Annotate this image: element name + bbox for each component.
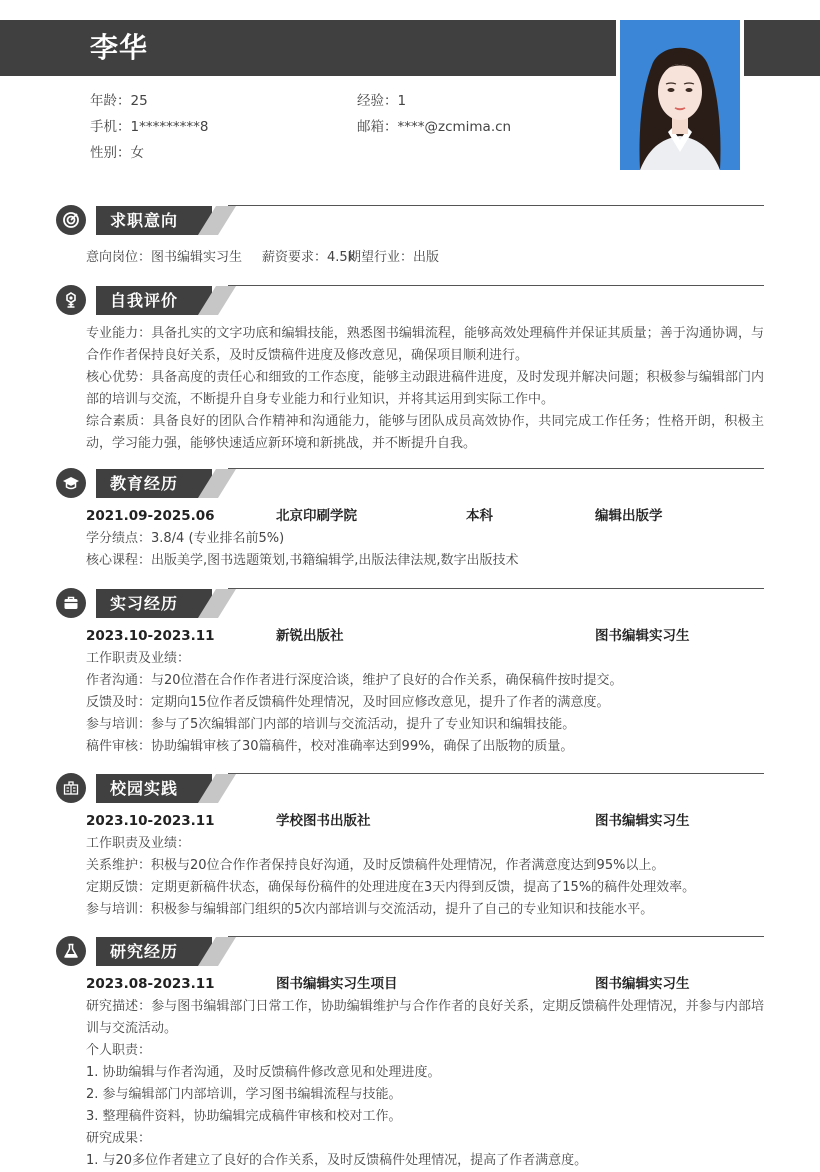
award-icon bbox=[56, 285, 86, 315]
edu-major: 编辑出版学 bbox=[595, 508, 663, 524]
section-title: 求职意向 bbox=[110, 211, 179, 230]
candidate-name: 李华 bbox=[90, 31, 149, 64]
edu-gpa: 学分绩点：3.8/4 (专业排名前5%) bbox=[86, 531, 285, 546]
phone-field bbox=[90, 114, 208, 140]
divider bbox=[228, 936, 764, 937]
section-self-evaluation bbox=[56, 285, 764, 455]
section-research bbox=[56, 936, 764, 1172]
campus-role: 图书编辑实习生 bbox=[595, 813, 690, 829]
divider bbox=[228, 468, 764, 469]
education-row bbox=[86, 504, 764, 528]
divider bbox=[228, 205, 764, 206]
intern-line: 稿件审核：协助编辑审核了30篇稿件，校对准确率达到99%，确保了出版物的质量。 bbox=[86, 739, 574, 754]
campus-line: 参与培训：积极参与编辑部门组织的5次内部培训与交流活动，提升了自己的专业知识和技能水平。 bbox=[86, 902, 654, 917]
research-line: 1. 与20多位作者建立了良好的合作关系，及时反馈稿件处理情况，提高了作者满意度。 bbox=[86, 1153, 588, 1168]
self-eval-qualities: 综合素质：具备良好的团队合作精神和沟通能力，能够与团队成员高效协作，共同完成工作任务；性格开朗，积极主动，学习能力强，能够快速适应新环境和新挑战，并不断提升自我。 bbox=[86, 414, 764, 451]
edu-school: 北京印刷学院 bbox=[276, 508, 357, 524]
research-line: 1. 协助编辑与作者沟通，及时反馈稿件修改意见和处理进度。 bbox=[86, 1065, 441, 1080]
section-title: 研究经历 bbox=[110, 942, 179, 961]
age-field bbox=[90, 88, 148, 114]
intent-industry: 期望行业：出版 bbox=[348, 250, 440, 265]
campus-row bbox=[86, 809, 764, 833]
self-eval-strengths: 核心优势：具备高度的责任心和细致的工作态度，能够主动跟进稿件进度，及时发现并解决问题；积极参与编辑部门内部的培训与交流，不断提升自身专业能力和行业知识，并将其运用到实际工作中。 bbox=[86, 370, 764, 407]
graduation-cap-icon bbox=[56, 468, 86, 498]
email-label: 邮箱： bbox=[357, 119, 398, 135]
intern-line: 反馈及时：定期向15位作者反馈稿件处理情况，及时回应修改意见，提升了作者的满意度。 bbox=[86, 695, 610, 710]
divider bbox=[228, 588, 764, 589]
target-icon bbox=[56, 205, 86, 235]
experience-field bbox=[357, 88, 406, 114]
divider bbox=[228, 285, 764, 286]
campus-line: 关系维护：积极与20位合作作者保持良好沟通，及时反馈稿件处理情况，作者满意度达到95%以上。 bbox=[86, 858, 665, 873]
campus-line: 定期反馈：定期更新稿件状态，确保每份稿件的处理进度在3天内得到反馈，提高了15%的稿件处理效率。 bbox=[86, 880, 696, 895]
section-body bbox=[56, 504, 764, 572]
email-field bbox=[357, 114, 511, 140]
section-header bbox=[56, 773, 764, 805]
experience-value: 1 bbox=[397, 93, 407, 109]
profile-photo bbox=[620, 20, 740, 170]
email-value: ****@zcmima.cn bbox=[397, 119, 512, 135]
phone-value: 1*********8 bbox=[130, 119, 209, 135]
section-title: 实习经历 bbox=[110, 594, 179, 613]
research-role: 图书编辑实习生 bbox=[595, 976, 690, 992]
section-title: 校园实践 bbox=[110, 779, 179, 798]
research-description: 研究描述：参与图书编辑部门日常工作，协助编辑维护与合作作者的良好关系，定期反馈稿件处理情况，并参与内部培训与交流活动。 bbox=[86, 999, 764, 1036]
header-bar-right bbox=[744, 20, 820, 76]
intent-salary: 薪资要求：4.5k bbox=[262, 250, 356, 265]
section-body bbox=[56, 972, 764, 1172]
gender-label: 性别： bbox=[90, 145, 131, 161]
edu-degree: 本科 bbox=[466, 508, 493, 524]
section-header bbox=[56, 468, 764, 500]
age-value: 25 bbox=[130, 93, 148, 109]
intern-line: 参与培训：参与了5次编辑部门内部的培训与交流活动，提升了专业知识和编辑技能。 bbox=[86, 717, 576, 732]
section-body bbox=[56, 809, 764, 921]
intern-role: 图书编辑实习生 bbox=[595, 628, 690, 644]
flask-icon bbox=[56, 936, 86, 966]
section-job-intent bbox=[56, 205, 764, 269]
section-campus-practice bbox=[56, 773, 764, 921]
intern-period: 2023.10-2023.11 bbox=[86, 628, 215, 644]
portrait-image bbox=[620, 20, 740, 170]
intern-line: 工作职责及业绩： bbox=[86, 651, 191, 666]
research-line: 3. 整理稿件资料，协助编辑完成稿件审核和校对工作。 bbox=[86, 1109, 402, 1124]
section-title: 自我评价 bbox=[110, 291, 179, 310]
section-body bbox=[56, 247, 764, 269]
edu-courses: 核心课程：出版美学,图书选题策划,书籍编辑学,出版法律法规,数字出版技术 bbox=[86, 553, 519, 568]
section-internship bbox=[56, 588, 764, 758]
campus-org: 学校图书出版社 bbox=[276, 813, 371, 829]
intern-company: 新锐出版社 bbox=[276, 628, 344, 644]
research-line: 2. 参与编辑部门内部培训，学习图书编辑流程与技能。 bbox=[86, 1087, 402, 1102]
age-label: 年龄： bbox=[90, 93, 131, 109]
intern-line: 作者沟通：与20位潜在合作作者进行深度洽谈，维护了良好的合作关系，确保稿件按时提交。 bbox=[86, 673, 623, 688]
internship-row bbox=[86, 624, 764, 648]
campus-line: 工作职责及业绩： bbox=[86, 836, 191, 851]
research-project: 图书编辑实习生项目 bbox=[276, 976, 398, 992]
building-icon bbox=[56, 773, 86, 803]
divider bbox=[228, 773, 764, 774]
section-header bbox=[56, 588, 764, 620]
campus-period: 2023.10-2023.11 bbox=[86, 813, 215, 829]
section-header bbox=[56, 205, 764, 237]
section-header bbox=[56, 936, 764, 968]
research-line: 个人职责： bbox=[86, 1043, 152, 1058]
experience-label: 经验： bbox=[357, 93, 398, 109]
section-body bbox=[56, 323, 764, 455]
research-row bbox=[86, 972, 764, 996]
section-body bbox=[56, 624, 764, 758]
research-line: 研究成果： bbox=[86, 1131, 152, 1146]
research-period: 2023.08-2023.11 bbox=[86, 976, 215, 992]
self-eval-professional: 专业能力：具备扎实的文字功底和编辑技能，熟悉图书编辑流程，能够高效处理稿件并保证其质量；善于沟通协调，与合作作者保持良好关系，及时反馈稿件进度及修改意见，确保项目顺利进行。 bbox=[86, 326, 764, 363]
section-title: 教育经历 bbox=[110, 474, 179, 493]
gender-field bbox=[90, 140, 144, 166]
phone-label: 手机： bbox=[90, 119, 131, 135]
intent-position: 意向岗位：图书编辑实习生 bbox=[86, 250, 243, 265]
briefcase-icon bbox=[56, 588, 86, 618]
gender-value: 女 bbox=[130, 145, 144, 161]
edu-period: 2021.09-2025.06 bbox=[86, 508, 215, 524]
section-header bbox=[56, 285, 764, 317]
section-education bbox=[56, 468, 764, 572]
